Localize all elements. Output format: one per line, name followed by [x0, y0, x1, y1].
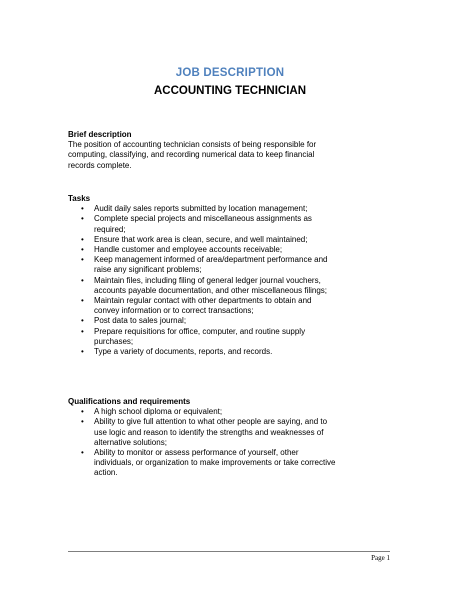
bullet-icon: • — [81, 448, 84, 458]
qualifications-section — [68, 397, 338, 479]
list-item — [68, 214, 338, 234]
tasks-section — [68, 194, 338, 357]
bullet-icon: • — [81, 296, 84, 306]
qualification-text: Ability to give full attention to what other people are saying, and to use logic and reason to identify the strengths and weaknesses of alternative solutions; — [94, 417, 328, 447]
list-item — [68, 448, 338, 479]
task-text: Audit daily sales reports submitted by location management; — [94, 204, 308, 214]
brief-description-text: The position of accounting technician consists of being responsible for computing, classifying, and recording numerical data to keep financial records complete. — [68, 140, 317, 170]
list-item — [68, 327, 338, 347]
footer-divider — [68, 551, 390, 552]
bullet-icon: • — [81, 407, 84, 417]
task-text: Post data to sales journal; — [94, 316, 187, 326]
qualifications-list — [68, 407, 338, 478]
list-item — [68, 407, 338, 417]
task-text: Complete special projects and miscellaneous assignments as required; — [94, 214, 312, 234]
task-text: Handle customer and employee accounts receivable; — [94, 245, 283, 255]
qualifications-heading: Qualifications and requirements — [68, 397, 191, 406]
task-text: Keep management informed of area/department performance and raise any significant problems; — [94, 255, 328, 275]
bullet-icon: • — [81, 275, 84, 285]
list-item — [68, 255, 338, 275]
task-text: Maintain regular contact with other departments to obtain and convey information or to correct transactions; — [94, 296, 312, 316]
qualification-text: Ability to monitor or assess performance of yourself, other individuals, or organization to make improvements or take corrective action. — [94, 448, 336, 478]
bullet-icon: • — [81, 245, 84, 255]
list-item — [68, 235, 338, 245]
task-text: Ensure that work area is clean, secure, and well maintained; — [94, 234, 308, 244]
list-item — [68, 276, 338, 296]
task-text: Maintain files, including filing of general ledger journal vouchers, accounts payable documentation, and other miscellaneous filings; — [94, 275, 328, 295]
list-item — [68, 347, 338, 357]
task-text: Type a variety of documents, reports, and records. — [94, 347, 273, 357]
brief-description-heading: Brief description — [68, 130, 132, 139]
bullet-icon: • — [81, 214, 84, 224]
list-item — [68, 245, 338, 255]
list-item — [68, 417, 338, 448]
list-item — [68, 316, 338, 326]
list-item — [68, 204, 338, 214]
bullet-icon: • — [81, 255, 84, 265]
qualification-text: A high school diploma or equivalent; — [94, 407, 223, 417]
document-label: JOB DESCRIPTION — [175, 67, 285, 79]
page-number: Page 1 — [371, 554, 390, 562]
bullet-icon: • — [81, 234, 84, 244]
tasks-heading: Tasks — [68, 194, 91, 203]
list-item — [68, 296, 338, 316]
bullet-icon: • — [81, 204, 84, 214]
bullet-icon: • — [81, 326, 84, 336]
bullet-icon: • — [81, 347, 84, 357]
task-text: Prepare requisitions for office, computer, and routine supply purchases; — [94, 326, 306, 346]
document-title: ACCOUNTING TECHNICIAN — [153, 85, 307, 97]
bullet-icon: • — [81, 417, 84, 427]
brief-description-section — [68, 130, 338, 171]
tasks-list — [68, 204, 338, 357]
bullet-icon: • — [81, 316, 84, 326]
